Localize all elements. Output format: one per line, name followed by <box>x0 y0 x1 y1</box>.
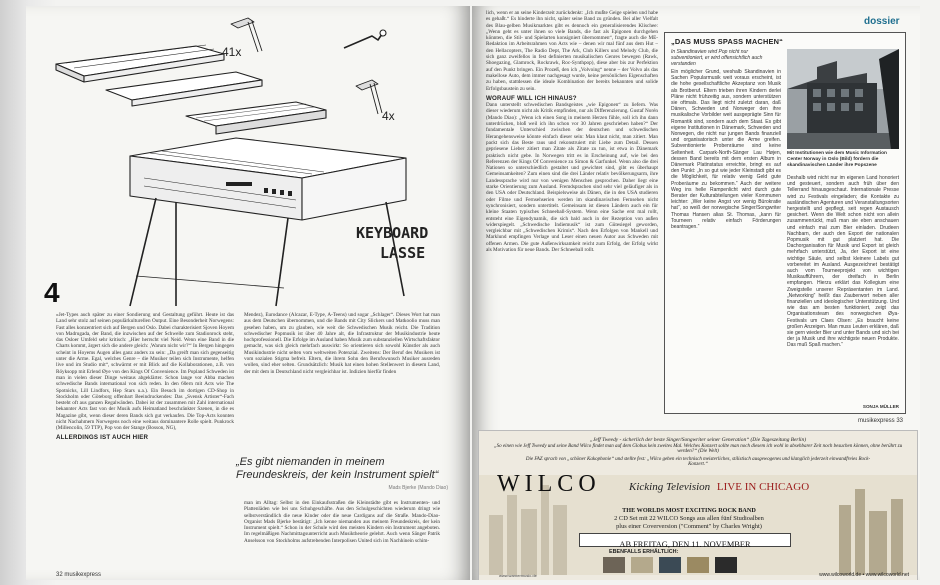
ad-quote-1: „Jeff Tweedy - sicherlich der beste Singer/Songwriter seiner Generation“ (Die Tageszeitung Berlin) <box>589 437 807 443</box>
ad-quote-3: Die FAZ sprach von „schöner Kakophonie“ und stellte fest: „Wilco gehen ein technisch meisterliches, stilistisch ausgewogenes und klanglich jederzeit einwandfreies Rock-Konzert.“ <box>525 457 871 467</box>
left-col1 <box>56 312 234 570</box>
ad-also-available: EBENFALLS ERHÄLTLICH: <box>609 549 679 555</box>
diagram-multiplier-right: 4x <box>382 109 395 123</box>
sidebar-col-b: Deshalb wird nicht nur im eigenen Land honoriert und gesteuert, sondern auch früh über den Tellerrand hinausgeschaut. Internationale Presse wird zu Festivals eingeladen; die Kontakte zu ausländischen Agenturen und Veranstaltungsorten hergestellt und gepflegt, seit regen Austausch gesichert. Wenn die Welt schon nicht von allein zusammenrückt, muß man sie eben anschauen und einfach mal zum Bier einladen. Drudeen Nachbarn, der auch den Export der nationalen Popmusik mit gut platziert hat. Die Dachorganisation für Musik und Export ist gleich mehrfach unterstützt, Ja, der Export ist eine wichtige Säule, und selbst kleinere Labels gut vorbereitet im Ausland. Ausgezeichnet bestätigt auch vom Tourneeprojekt von wichtigen Musikaufführern, der dreifach in Berlin empfangen. Hierzu erklärt das Kollegium eine Zweigstelle unserer Repräsentanten im Land. „Networking“ heißt das Zauberwort neben aller finanziellen und ideologischer Unterstützung. Und wie das am besten funktioniert, zeigt das Organisationsteam des norwegischen Øya-Festivals um Claes Olsen: „Es braucht keine großen Anzeigen. Man muss Leuten erklären, daß sie gern wieder Bier und unter Bands und sich bei der ja Musik und ihre wichtigste neuen Produkte. Das muß Spaß machen.“ <box>787 175 899 349</box>
left-folio: 32 musikexpress <box>56 572 102 578</box>
diagram-multiplier-top: 41x <box>222 45 242 59</box>
ad-release-box <box>579 533 791 547</box>
ad-format-line2: plus einer Coverversion ("Comment" by Charles Wright) <box>616 523 762 530</box>
pull-quote-source: Mads Bjerke (Mando Diao) <box>388 485 448 491</box>
ad-footer-right: www.wilcoworld.de • www.wilcoworld.net <box>819 572 909 578</box>
keyboard-assembly-diagram <box>26 6 470 310</box>
sidebar-col-a: Ein möglicher Grund, weshalb Skandinavien in Sachen Popularmusik weit voraus erscheint, ist die hohe gesellschaftliche Akzeptanz von Musik als Brotberuf. Eltern trieben ihren Kindern derlei Pläne nicht frühzeitig aus, sondern unterstützen sie oftmals. Das liegt nicht zuletzt daran, daß Dänen, Schweden und Norweger den ihre musikalische Vorbilder weit ausgeprägte Sinn für Romantik sind, sondern auch dem Staat. Es gibt eigene Institutionen in Dänemark, Schweden und Norwegen, die nicht nur jungen Bands finanziell und organisatorisch unter die Arme greifen. Subventionierte Probenräume sind keine Seltenheit. Carpark-North-Sänger Lau Højen, dessen Band bereits mit dem ersten Album in Dänemark Platinstatus erreichte, bringt es auf den Punkt: „In so gut wie jeder Kleinstadt gibt es die Möglichkeit, für relativ wenig Geld gute Proberäume zu bekommen.“ Auch der weitere Weg ins helle Rampenlicht wird durch gute Berater der Kulturabteilungen vieler Kommunen leichter: „Wer keine Angst vor wenig Bürokratie hat“, so weiß der norwegische Singer/Songwriter Thomas Hansen alias St. Thomas, „kann für Tourneen relativ einfach Förderungen beantragen.“ <box>671 69 781 231</box>
left-col1-heading: ALLERDINGS IST AUCH HIER <box>56 433 149 441</box>
music-center-photo <box>787 49 899 149</box>
left-col2b <box>244 500 440 570</box>
sidebar-intro: In Skandinavien wird Pop nicht nur subventioniert, er wird offensichtlich auch verstanden <box>671 49 763 68</box>
right-page <box>472 6 920 580</box>
diagram-step-number: 4 <box>44 277 60 308</box>
section-label: dossier <box>864 16 900 27</box>
wilco-advert <box>478 430 918 580</box>
ad-album-title-live: LIVE IN CHICAGO <box>716 481 810 493</box>
ad-band-logo: WILCO <box>497 471 601 497</box>
ad-release-date: AB FREITAG, DEN 11. NOVEMBER <box>619 540 751 549</box>
left-page <box>26 6 470 580</box>
left-col2b-text: man im Alltag: Selbst in den Einkaufsstraßen die Kleinstädte gibt es Instrumenten- und Plattenläden wie bei uns Schuhgeschäfte. Aus den Schulgeschichten wiederum dringt wie selbstverständlich die neue Kinder oder die neue Cardigans auf die Straße. Mando-Diao-Organist Mads Bjerke bestätigt: „Ich kenne niemanden aus meinem Freundeskreis, der kein Instrument spielt.“ Schon in der Schule wird den meisten Kindern ein Instrument angeboten. Im regelmäßigen Nachmittagsunterricht auch Musiktheorie gelehrt. Auch wenn Sänger Patrik Anselsson von Stockholms aufstrebenden Interpolisen United sich im Nachhinein schim- <box>244 500 440 544</box>
diagram-brand-line1: KEYBOARD <box>356 224 429 242</box>
left-col2 <box>244 312 440 442</box>
sidebar-byline: SONJA MÜLLER <box>862 403 899 409</box>
ad-album-title-italic: Kicking Television <box>629 481 711 493</box>
photo-caption: Mit Institutionen wie dem Music Information Center Norway in Oslo (Bild) fördern die skandinavischen Länder ihre Popszene <box>787 151 887 169</box>
pull-quote <box>236 456 448 495</box>
left-col2-text: Mendez), Eurodance (Alcazar, E-Type, A-Teens) und sogar „Schlager“. Dieses Wort hat man aus dem Deutschen übernommen, und die Bands mit City Slickers und Matkoolio muss man gesehen haben, um zu glauben, wie weit die Schwedischen Musik reicht. Die Tradition schwedischer Popmusik ist über 40 Jahre alt, die Infrastruktur der Musikindustrie heute hochprofessionell. Die Erfolge im Ausland haben Musik zum substanziellen Wirtschaftsfaktor gemacht, was sich gleich mehrfach auswirkt: So orientieren sich sowohl Künstler als auch Musikindustrie nicht selten vom weltweiten Potenzial. Zweitens: Der Beruf des Musikers ist vom sozialen Stigma befreit. Eltern, die ihrem Sohn den Berufswunsch Musiker ausreden wollen, sind eher selten. Grundsätzlich: Musik hat einen hohen Stellenwert in diesem Land, der mit dem in Deutschland nicht vergleichbar ist. Indizien hierfür finden <box>244 312 440 375</box>
right-col1 <box>486 10 658 450</box>
left-col1-text: »Jet-Types auch später zu einer Sondierung und Gestaltung geführt. Heute ist das Land sehr stolz auf seinen populärkulturellen Output. Eine Besonderheit Norwegens: Fast alles konzentriert sich auf Bergen und Oslo. Dabei charakterisiert Sjoven Hoyem von Madrugada, der Band, die inzwischen auf der Schwelle zum Stadionrock steht, das Osloer Umfeld sehr kritisch: „Hier herrscht viel Neid. Wenn eine Band in die Charts kommt, ärgert sich die andere gleich: ,Warum nicht wir?'“ In Bergen hingegen scheint in Hoyems Augen alles ganz anders zu sein: „Da greift man sich gegenseitig unter die Arme. Egal, welches Genre – die Musiker teilen sich Instrumente, helfen live und im Studio mit“, schwärmt er mit Blick auf die Kollaborationen, z.B. von Röyksopp mit Erlend Øye von den Kings Of Convenience. Im Popland Schweden ist man in vielen dieser Dinge weitaus abgeklärter. Schon lange vor Abba machen schwedische Bands international von sich reden. In den 60ern mit Acts wie The Spotnicks, Lill Lindfors, Hep Stars u.a.). Ein Besuch im dortigen CD-Shop in Stockholm oder Göteborg offenbart Beeindruckendes: Das „Svensk Artister“-Fach besteht oft aus ganzen Regalwänden. Dabei ist der zusammen mit Zahl international bekannter Acts fast von der Musik aufs Heimatland beschränkter Szenen, in die es Magazine gibt, wenn dieser deren Bands sich gut verkaufen. Die Top-Acts konnten nicht Nachahmern Norwegens noch eine weitaus dominantere Rolle spielt. Punkrock (Millencolin, 59 TTP), Pop von der Stange (Bosson, NG), <box>56 312 234 432</box>
right-folio: musikexpress 33 <box>858 418 904 424</box>
ad-tagline: THE WORLDS MOST EXCITING ROCK BAND <box>622 507 756 514</box>
ad-format-line1: 2 CD Set mit 22 WILCO Songs aus allen fünf Studioalben <box>614 515 764 522</box>
sidebar-title: „DAS MUSS SPASS MACHEN“ <box>671 37 784 46</box>
pull-quote-text: „Es gibt niemanden in meinem Freundeskreis, der kein Instrument spielt“ <box>236 456 439 481</box>
ad-album-title <box>629 481 809 493</box>
right-col1b-text: Dann unterstellt schwedischen Bandsgeistes „wie Epigonen“ zu liefern. Was dieser wiederum nicht als Kritik empfinden, nur als Differenzierung. Gustaf Norén (Mando Diao): „Wenn ich einen Song in meinem Herzen fühle, soll ich ihn dann unterdrücken, bloß weil ich ihn schon vor 30 Jahren geschrieben haben?“ Der fundamentale Unterschied zwischen der deutschen und schwedischen Herangehensweise könnte einfach dieser sein: Man klaut nicht, man zitiert. Man packt sich das Beste raus und rekonstruiert mit Liebe zum Detail. Dessen gepriesene Lieber zitiert man Zitate als Zitate zu tun, ist etwa in Dänemark praktisch nicht gebe. In Norwegen tritt es in Erscheinung auf, wie bei den Referenzen der Kings Of Convenience zu Simon & Garfunkel. Wenn also die drei Nationen so unterschiedlich gestaltet und gewichtet sind, gibt es überhaupt Gemeinsamkeiten? Zum einen sind die drei Länder relativ bevölkerungsarm, ihre Landessprache wird nur von wenigen Menschen gesprochen. Daher liegt eine starke Orientierung zum Ausland. Fremdsprachen sind sehr viel geläufiger als in den USA oder Deutschland. Beispielsweise als Dänen, die in den USA studieren oder Filme und Fernsehserien werden im skandinavischen Fernsehen nicht synchronisiert, sondern untertitelt. Gemeinsam ist diesen Ländern auch ein für kleine Staaten typisches Schneeball-System. Wenn eine Sache erst mal rollt, entsteht eine Eigendynamik, die sich bald auch in der Rezeption von außen widerspiegelt. „Schwedische Indiemusik“ ist zum Gütesiegel geworden, vergleichbar mit „Schwedischen Krimis“. Nach den Erfolgen von Mankell und Marklund empfingen Verlage und Leser einen neuen Autor aus Schweden mit offenen Armen. Die gute Außenwirksamkeit reicht zum Erfolg, der Erfolg wirkt als Motivation für neue Bands. Der Schneeball rollt. <box>486 102 658 253</box>
ad-quote-2: „So einen wie Jeff Tweedy und seine Band Wilco findet man auf dem Globus kein zweites Mal. Welches Konzert sollte man noch diesem ich wohl in absehbarer Zeit noch besuchen können, ohne berührt zu werden?“ (Die Welt) <box>493 444 903 454</box>
sidebar-box <box>664 32 906 414</box>
diagram-brand-line2: LASSE <box>380 244 426 262</box>
ad-album-covers <box>603 557 803 577</box>
right-col1-text: lich, wenn er an seine Kinderzeit zurückdenkt: „Ich mußte Geige spielen und habe es gehaßt.“ Es hinderte ihn nicht, später seine Band zu gründen. Bei aller Vielfalt des Blau-gelben Musikmarktes gibt es dennoch ein generalisierendes Klischee: „Wenn geht es unter ihnen so viele Bands, die fast als Epigonen durchgehen könnten, die Stil- und Spielarten konsigniert übernommen“, fragte auch die ME-Redaktion im Arbeitsrahmen von Acts wie – denen wir mal fünf aus dem Hut – den Hellacopters, The Radio Dept, The Ark, Club Killers und Melody Club, die sich ganz zweifellos in fest definierten musikalischen Genres bewegen (Rawk, Shoegazing, Glamrock, Rockrawk, Roc-Synthpop), diese aber bis zur Perfektion auf den Punkt bringen. Ein Prozeß, den ich „Volvoing“ nenne – der Volvo als das makellose Auto, dem immer nachgesagt wurde, keine persönlichen Eigenschaften zu haben, stattdessen die ideale Kombination der bereits bekannten und solide Erfolgsbaustein zu sein. <box>486 10 658 92</box>
ad-footer-left: www.warnermusic.de <box>499 573 537 578</box>
right-col1-heading: WORAUF WILL ICH HINAUS? <box>486 94 577 102</box>
